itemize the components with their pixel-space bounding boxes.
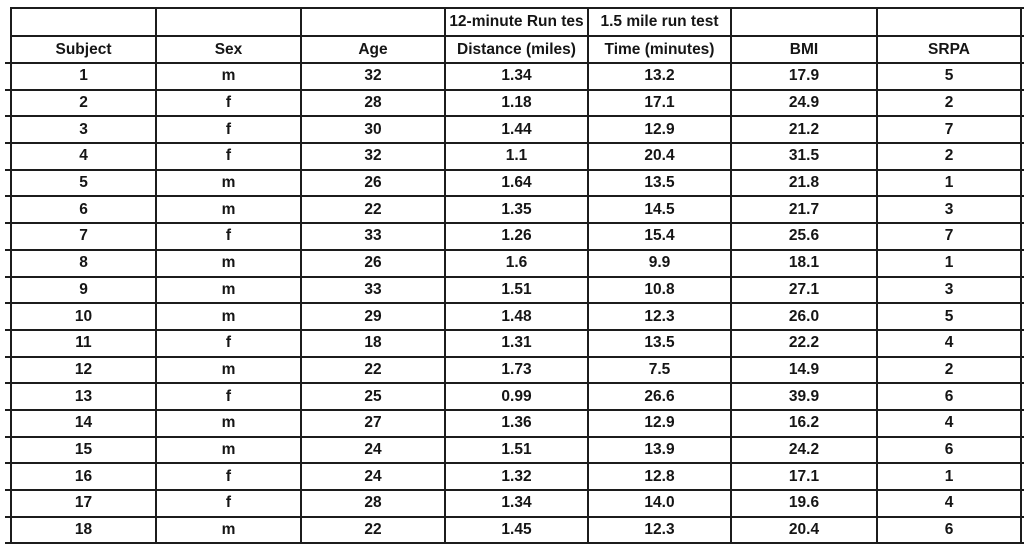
cell-bmi[interactable]: 21.7 (731, 196, 877, 223)
cell-age[interactable]: 30 (301, 116, 445, 143)
cell-sex[interactable]: f (156, 116, 301, 143)
cell-bmi[interactable]: 21.2 (731, 116, 877, 143)
cell-distance-miles[interactable]: 1.36 (445, 410, 588, 437)
cell-srpa[interactable]: 6 (877, 517, 1021, 544)
cell-time-minutes[interactable]: 7.5 (588, 357, 731, 384)
cell-age[interactable]: 27 (301, 410, 445, 437)
cell-subject[interactable]: 6 (11, 196, 156, 223)
cell-subject[interactable]: 15 (11, 437, 156, 464)
cell-bmi[interactable]: 20.4 (731, 517, 877, 544)
cell-subject[interactable]: 10 (11, 303, 156, 330)
cell-time-minutes[interactable]: 26.6 (588, 383, 731, 410)
cell-srpa[interactable]: 7 (877, 223, 1021, 250)
cell-subject[interactable]: 11 (11, 330, 156, 357)
cell-time-minutes[interactable]: 13.5 (588, 330, 731, 357)
cell-bmi[interactable]: 19.6 (731, 490, 877, 517)
cell-bmi[interactable]: 27.1 (731, 277, 877, 304)
cell-distance-miles[interactable]: 1.45 (445, 517, 588, 544)
cell-sex[interactable]: m (156, 410, 301, 437)
table-row (5, 90, 1024, 117)
cell-srpa[interactable]: 2 (877, 357, 1021, 384)
group-header-1-5-mile-run-test[interactable]: 1.5 mile run test (588, 8, 731, 36)
cell-bmi[interactable]: 24.9 (731, 90, 877, 117)
cell-age[interactable]: 22 (301, 517, 445, 544)
cell-age[interactable]: 32 (301, 143, 445, 170)
cell-age[interactable]: 28 (301, 490, 445, 517)
table-row (5, 357, 1024, 384)
empty-header-cell[interactable] (731, 8, 877, 36)
cell-time-minutes[interactable]: 12.9 (588, 410, 731, 437)
table-row (5, 196, 1024, 223)
cell-time-minutes[interactable]: 12.8 (588, 463, 731, 490)
column-header-srpa[interactable]: SRPA (877, 36, 1021, 63)
cell-subject[interactable]: 3 (11, 116, 156, 143)
cell-subject[interactable]: 13 (11, 383, 156, 410)
cell-sex[interactable]: m (156, 303, 301, 330)
cell-bmi[interactable]: 21.8 (731, 170, 877, 197)
cell-srpa[interactable]: 6 (877, 437, 1021, 464)
cell-subject[interactable]: 8 (11, 250, 156, 277)
table-row (5, 250, 1024, 277)
cell-time-minutes[interactable]: 14.5 (588, 196, 731, 223)
column-header-bmi[interactable]: BMI (731, 36, 877, 63)
cell-time-minutes[interactable]: 12.9 (588, 116, 731, 143)
cell-distance-miles[interactable]: 1.51 (445, 437, 588, 464)
cell-age[interactable]: 33 (301, 223, 445, 250)
cell-sex[interactable]: m (156, 437, 301, 464)
table-row (5, 63, 1024, 90)
table-row (5, 463, 1024, 490)
cell-subject[interactable]: 9 (11, 277, 156, 304)
cell-srpa[interactable]: 4 (877, 490, 1021, 517)
group-header-row (5, 8, 1024, 36)
column-header-distance-miles[interactable]: Distance (miles) (445, 36, 588, 63)
cell-subject[interactable]: 16 (11, 463, 156, 490)
cell-subject[interactable]: 1 (11, 63, 156, 90)
cell-age[interactable]: 22 (301, 196, 445, 223)
cell-bmi[interactable]: 14.9 (731, 357, 877, 384)
cell-time-minutes[interactable]: 17.1 (588, 90, 731, 117)
cell-subject[interactable]: 2 (11, 90, 156, 117)
cell-age[interactable]: 18 (301, 330, 445, 357)
cell-age[interactable]: 28 (301, 90, 445, 117)
cell-distance-miles[interactable]: 1.35 (445, 196, 588, 223)
empty-header-cell[interactable] (877, 8, 1021, 36)
cell-sex[interactable]: f (156, 330, 301, 357)
column-header-sex[interactable]: Sex (156, 36, 301, 63)
cell-srpa[interactable]: 6 (877, 383, 1021, 410)
cell-distance-miles[interactable]: 1.34 (445, 490, 588, 517)
cell-sex[interactable]: m (156, 250, 301, 277)
cell-bmi[interactable]: 25.6 (731, 223, 877, 250)
cell-sex[interactable]: f (156, 223, 301, 250)
cell-age[interactable]: 32 (301, 63, 445, 90)
column-header-time-minutes[interactable]: Time (minutes) (588, 36, 731, 63)
fitness-data-table (5, 7, 1024, 544)
cell-sex[interactable]: f (156, 490, 301, 517)
cell-distance-miles[interactable]: 1.26 (445, 223, 588, 250)
cell-srpa[interactable]: 5 (877, 63, 1021, 90)
cell-subject[interactable]: 18 (11, 517, 156, 544)
cell-bmi[interactable]: 22.2 (731, 330, 877, 357)
cell-srpa[interactable]: 1 (877, 170, 1021, 197)
cell-distance-miles[interactable]: 1.18 (445, 90, 588, 117)
cell-srpa[interactable]: 2 (877, 143, 1021, 170)
cell-subject[interactable]: 17 (11, 490, 156, 517)
cell-distance-miles[interactable]: 1.32 (445, 463, 588, 490)
cell-bmi[interactable]: 24.2 (731, 437, 877, 464)
empty-header-cell[interactable] (11, 8, 156, 36)
cell-srpa[interactable]: 1 (877, 250, 1021, 277)
cell-subject[interactable]: 5 (11, 170, 156, 197)
cell-time-minutes[interactable]: 13.5 (588, 170, 731, 197)
table-row (5, 517, 1024, 544)
table-row (5, 383, 1024, 410)
cell-age[interactable]: 29 (301, 303, 445, 330)
cell-sex[interactable]: f (156, 90, 301, 117)
cell-bmi[interactable]: 18.1 (731, 250, 877, 277)
cell-age[interactable]: 22 (301, 357, 445, 384)
cell-time-minutes[interactable]: 12.3 (588, 303, 731, 330)
empty-header-cell[interactable] (156, 8, 301, 36)
cell-bmi[interactable]: 26.0 (731, 303, 877, 330)
cell-age[interactable]: 26 (301, 250, 445, 277)
cell-age[interactable]: 26 (301, 170, 445, 197)
cell-distance-miles[interactable]: 1.51 (445, 277, 588, 304)
column-header-age[interactable]: Age (301, 36, 445, 63)
cell-distance-miles[interactable]: 1.44 (445, 116, 588, 143)
cell-distance-miles[interactable]: 1.6 (445, 250, 588, 277)
cell-sex[interactable]: f (156, 143, 301, 170)
cell-subject[interactable]: 12 (11, 357, 156, 384)
cell-sex[interactable]: m (156, 357, 301, 384)
cell-distance-miles[interactable]: 1.64 (445, 170, 588, 197)
cell-subject[interactable]: 7 (11, 223, 156, 250)
cell-time-minutes[interactable]: 10.8 (588, 277, 731, 304)
cell-distance-miles[interactable]: 1.73 (445, 357, 588, 384)
cell-sex[interactable]: m (156, 196, 301, 223)
cell-time-minutes[interactable]: 12.3 (588, 517, 731, 544)
cell-distance-miles[interactable]: 0.99 (445, 383, 588, 410)
table-row (5, 277, 1024, 304)
cell-sex[interactable]: m (156, 170, 301, 197)
cell-time-minutes[interactable]: 13.9 (588, 437, 731, 464)
cell-time-minutes[interactable]: 20.4 (588, 143, 731, 170)
column-header-subject[interactable]: Subject (11, 36, 156, 63)
cell-srpa[interactable]: 7 (877, 116, 1021, 143)
table-row (5, 116, 1024, 143)
cell-age[interactable]: 33 (301, 277, 445, 304)
cell-bmi[interactable]: 16.2 (731, 410, 877, 437)
cell-distance-miles[interactable]: 1.1 (445, 143, 588, 170)
cell-srpa[interactable]: 5 (877, 303, 1021, 330)
cell-srpa[interactable]: 1 (877, 463, 1021, 490)
cell-age[interactable]: 24 (301, 437, 445, 464)
table-row (5, 170, 1024, 197)
cell-srpa[interactable]: 2 (877, 90, 1021, 117)
cell-time-minutes[interactable]: 14.0 (588, 490, 731, 517)
cell-subject[interactable]: 14 (11, 410, 156, 437)
cell-srpa[interactable]: 4 (877, 410, 1021, 437)
cell-age[interactable]: 25 (301, 383, 445, 410)
cell-subject[interactable]: 4 (11, 143, 156, 170)
table-row (5, 143, 1024, 170)
cell-srpa[interactable]: 3 (877, 196, 1021, 223)
cell-age[interactable]: 24 (301, 463, 445, 490)
table-row (5, 410, 1024, 437)
cell-distance-miles[interactable]: 1.34 (445, 63, 588, 90)
cell-sex[interactable]: m (156, 277, 301, 304)
cell-bmi[interactable]: 17.9 (731, 63, 877, 90)
table-row (5, 437, 1024, 464)
cell-sex[interactable]: f (156, 463, 301, 490)
cell-sex[interactable]: m (156, 517, 301, 544)
empty-header-cell[interactable] (301, 8, 445, 36)
cell-sex[interactable]: f (156, 383, 301, 410)
cell-time-minutes[interactable]: 13.2 (588, 63, 731, 90)
cell-time-minutes[interactable]: 9.9 (588, 250, 731, 277)
cell-sex[interactable]: m (156, 63, 301, 90)
cell-distance-miles[interactable]: 1.31 (445, 330, 588, 357)
column-header-row (5, 36, 1024, 63)
table-row (5, 303, 1024, 330)
cell-distance-miles[interactable]: 1.48 (445, 303, 588, 330)
cell-bmi[interactable]: 39.9 (731, 383, 877, 410)
table-row (5, 223, 1024, 250)
group-header-12-minute-run-test[interactable]: 12-minute Run tes (445, 8, 588, 36)
table-row (5, 330, 1024, 357)
cell-time-minutes[interactable]: 15.4 (588, 223, 731, 250)
table-row (5, 490, 1024, 517)
cell-srpa[interactable]: 4 (877, 330, 1021, 357)
cell-bmi[interactable]: 17.1 (731, 463, 877, 490)
cell-bmi[interactable]: 31.5 (731, 143, 877, 170)
cell-srpa[interactable]: 3 (877, 277, 1021, 304)
